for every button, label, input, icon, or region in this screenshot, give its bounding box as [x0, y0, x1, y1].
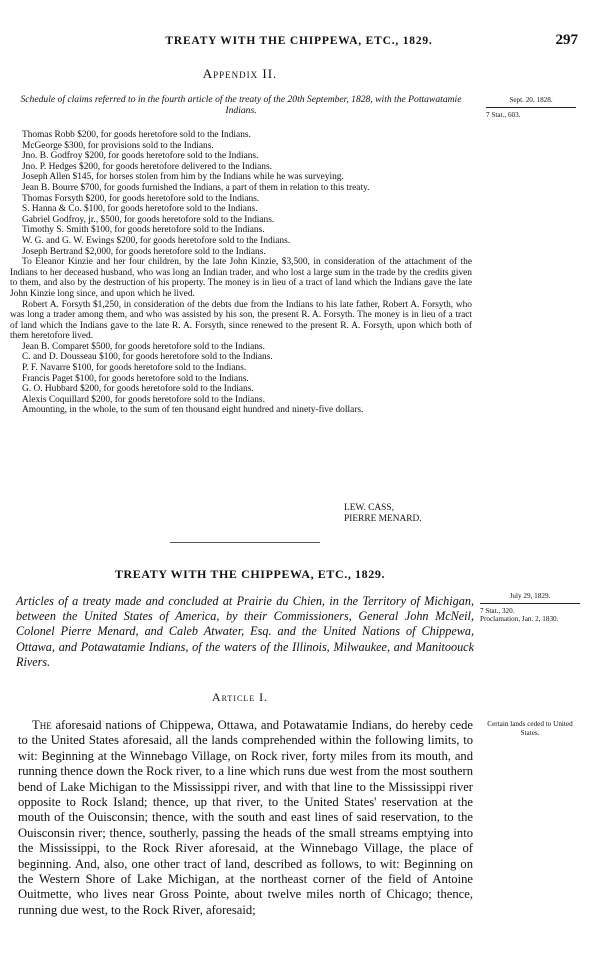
article-title: Article I. [211, 690, 269, 704]
claim-item: Thomas Robb $200, for goods heretofore sold to the Indians. [22, 130, 251, 140]
claim-item: Timothy S. Smith $100, for goods heretofore sold to the Indians. [22, 225, 265, 236]
section-divider [170, 542, 320, 543]
claim-item: S. Hanna & Co. $100, for goods heretofore sold to the Indians. [22, 204, 258, 215]
margin-date: July 29, 1829. [480, 592, 580, 604]
claim-item: Jno. P. Hedges $200, for goods heretofore delivered to the Indians. [22, 161, 272, 172]
claim-item: Gabriel Godfroy, jr., $500, for goods heretofore sold to the Indians. [22, 214, 275, 225]
signature-block [344, 503, 422, 525]
margin-note-appendix [486, 96, 576, 119]
claim-item: Amounting, in the whole, to the sum of ten thousand eight hundred and ninety-five dollars. [22, 405, 364, 416]
article-body [18, 718, 473, 918]
claim-item: To Eleanor Kinzie and her four children, by the late John Kinzie, $3,500, in consideration of the attachment of the Indians to her deceased husband, who was long an Indian trader, and who lost a large sum in the trade by the credits given to them, and also by the destruction of his property. The money is in lieu of a tract of land which the Indians gave the late John Kinzie long since, and upon which he lived. [10, 257, 472, 299]
claim-item: G. O. Hubbard $200, for goods heretofore sold to the Indians. [22, 384, 254, 395]
claims-list [10, 130, 472, 416]
article-paragraph [18, 718, 473, 918]
appendix-title: Appendix II. [202, 66, 278, 81]
claim-item: Joseph Bertrand $2,000, for goods heretofore sold to the Indians. [22, 246, 266, 257]
claim-item: Jean B. Bourre $700, for goods furnished the Indians, a part of them in relation to this treaty. [22, 182, 370, 193]
claim-item: Thomas Forsyth $200, for goods heretofore sold to the Indians. [22, 193, 260, 204]
margin-date: Sept. 20, 1828. [486, 96, 576, 108]
claim-item: W. G. and G. W. Ewings $200, for goods heretofore sold to the Indians. [22, 235, 291, 246]
margin-note-article: Certain lands ceded to United States. [487, 720, 573, 737]
claim-item: Robert A. Forsyth $1,250, in consideration of the debts due from the Indians to his late father, Robert A. Forsyth, who was long a trader among them, and who was assisted by his son, the present R. A. Forsyth. The money is in lieu of a tract of land which the Indians gave to the late R. A. Forsyth, since renewed to the present R. A. Forsyth, upon which both of them heretofore lived. [10, 299, 472, 342]
running-head: TREATY WITH THE CHIPPEWA, ETC., 1829. [165, 35, 433, 47]
schedule-heading: Schedule of claims referred to in the fourth article of the treaty of the 20th September, 1828, with the Pottawatamie Indians. [20, 94, 462, 116]
claim-item: P. F. Navarre $100, for goods heretofore sold to the Indians. [22, 363, 247, 374]
claim-item: Francis Paget $100, for goods heretofore sold to the Indians. [22, 373, 249, 384]
lead-word: The [32, 718, 52, 732]
claim-item: C. and D. Dousseau $100, for goods heretofore sold to the Indians. [22, 352, 273, 363]
claim-item: Joseph Allen $145, for horses stolen from him by the Indians while he was surveying. [22, 172, 344, 183]
page-header [0, 33, 600, 51]
claim-item: Alexis Coquillard $200, for goods heretofore sold to the Indians. [22, 394, 265, 405]
articles-heading: Articles of a treaty made and concluded at Prairie du Chien, in the Territory of Michigan, between the United States of America, by their Commissioners, General John McNeil, Colonel Pierre Menard, and Caleb Atwater, Esq. and the United Nations of Chippewa, Ottawa, and Potawatamie Indians, of the waters of the Illinois, Milwaukee, and Manitoouck Rivers. [16, 594, 474, 669]
signature-menard: PIERRE MENARD. [344, 514, 422, 524]
margin-stat: 7 Stat., 320. [480, 606, 515, 615]
claim-item: McGeorge $300, for provisions sold to the Indians. [22, 140, 214, 151]
margin-note-treaty [480, 592, 580, 624]
margin-proclamation: Proclamation, Jan. 2, 1830. [480, 615, 559, 623]
signature-cass: LEW. CASS, [344, 503, 394, 513]
treaty-title: TREATY WITH THE CHIPPEWA, ETC., 1829. [114, 567, 386, 581]
page-number: 297 [555, 32, 578, 48]
margin-stat: 7 Stat., 603. [486, 110, 521, 119]
article-text: aforesaid nations of Chippewa, Ottawa, and Potawatamie Indians, do hereby cede to the United States aforesaid, all the lands comprehended within the following limits, to wit: Beginning at the Winnebago Village, on Rock river, forty miles from its mouth, and running thence down the Rock river, to a line which runs due west from the most southern bend of Lake Michigan to the Mississippi river, and with that line to the Mississippi river opposite to Rock Island; thence, up that river, to the United States' reservation at the mouth of the Ouisconsin; thence, with the south and east lines of said reservation, to the Ouisconsin river; thence, southerly, passing the heads of the small streams emptying into the Mississippi, to the Rock River aforesaid, at the Winnebago Village, the place of beginning. And, also, one other tract of land, described as follows, to wit: Beginning on the Western Shore of Lake Michigan, at the northeast corner of the field of Antoine Ouitmette, who lives near Gross Pointe, about twelve miles north of Chicago; thence, running due west, to the Rock River, aforesaid; [18, 718, 473, 917]
claim-item: Jno. B. Godfroy $200, for goods heretofore sold to the Indians. [22, 151, 259, 162]
claim-item: Jean B. Comparet $500, for goods heretofore sold to the Indians. [22, 341, 265, 352]
